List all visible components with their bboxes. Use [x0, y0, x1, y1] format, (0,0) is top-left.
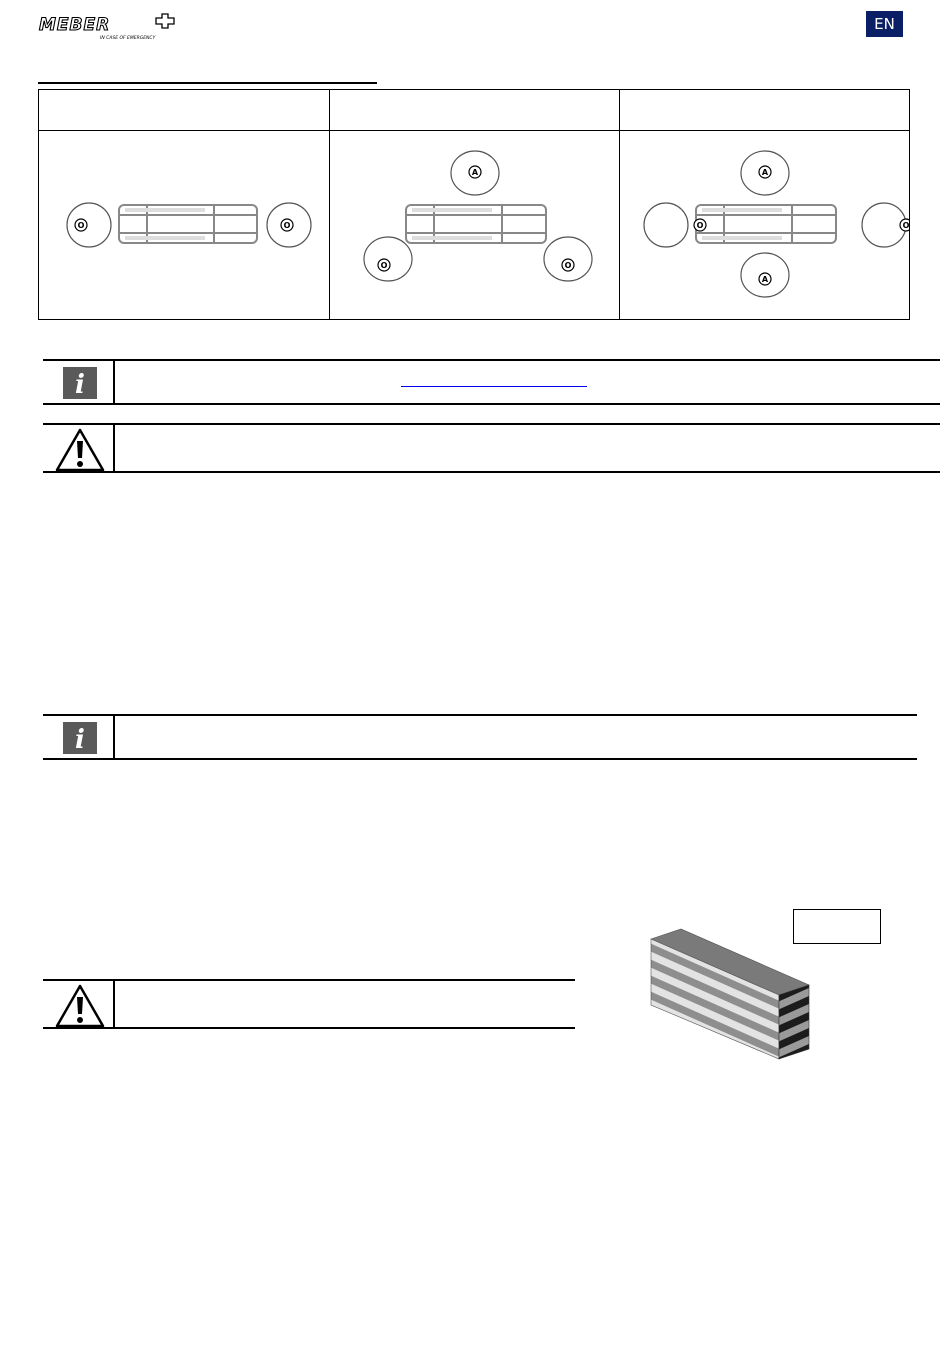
logo-text: MEBER	[39, 15, 111, 35]
operator-label: O	[696, 221, 704, 230]
note-icon-column	[43, 361, 115, 403]
three-operators-illustration	[330, 131, 620, 319]
table-cell-four-operators	[620, 131, 909, 319]
table-cell-two-operators	[39, 131, 330, 319]
language-badge[interactable]: EN	[866, 11, 903, 37]
carrying-positions-table	[38, 89, 910, 320]
info-icon	[63, 367, 97, 399]
operator-label: A	[761, 275, 769, 284]
note-icon-column	[43, 981, 115, 1027]
operator-label: O	[902, 221, 909, 230]
warning-note	[43, 423, 940, 473]
svg-text:i: i	[75, 370, 85, 399]
table-header-cell	[39, 90, 330, 131]
logo-tagline: IN CASE OF EMERGENCY	[100, 36, 156, 41]
note-icon-column	[43, 425, 115, 471]
warning-note	[43, 979, 575, 1029]
warning-icon	[54, 427, 106, 473]
table-header-cell	[620, 90, 909, 131]
note-icon-column	[43, 716, 115, 758]
info-note	[43, 359, 940, 405]
meber-logo	[38, 12, 178, 42]
operator-label: O	[380, 261, 388, 270]
operator-label: O	[564, 261, 572, 270]
stacked-block-illustration	[645, 925, 817, 1065]
svg-text:i: i	[75, 725, 85, 754]
operator-label: O	[283, 221, 291, 230]
table-cell-three-operators	[330, 131, 620, 319]
table-header-cell	[330, 90, 620, 131]
two-operators-illustration	[39, 131, 330, 319]
heading-underline	[38, 82, 377, 84]
operator-label: A	[761, 168, 769, 177]
operator-label: O	[77, 221, 85, 230]
info-note	[43, 714, 917, 760]
info-icon	[63, 722, 97, 754]
operator-label: A	[471, 168, 479, 177]
warning-icon	[54, 983, 106, 1029]
link-underline[interactable]	[401, 386, 587, 387]
four-operators-illustration	[620, 131, 909, 319]
